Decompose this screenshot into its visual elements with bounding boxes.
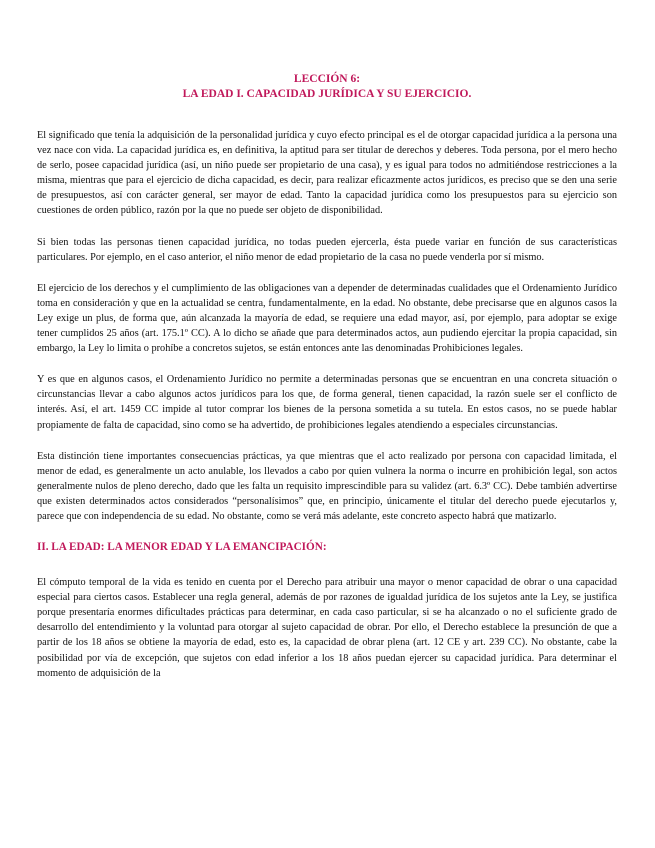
lesson-title — [37, 72, 617, 102]
paragraph: Y es que en algunos casos, el Ordenamiento Jurídico no permite a determinadas personas que se encuentran en una concreta situación o circunstancias llevar a cabo algunos actos jurídicos para los que, de forma general, tienen capacidad, la razón suele ser el conflicto de interés. Así, el art. 1459 CC impide al tutor comprar los bienes de la persona sometida a su tutela. En estos casos, no se puede hablar propiamente de falta de capacidad, sino como se ha advertido, de prohibiciones legales atendiendo a especiales circunstancias. — [37, 374, 617, 431]
section-heading: II. LA EDAD: LA MENOR EDAD Y LA EMANCIPACIÓN: — [37, 541, 327, 554]
lesson-number: LECCIÓN 6: — [293, 73, 361, 85]
lesson-subtitle: LA EDAD I. CAPACIDAD JURÍDICA Y SU EJERCICIO. — [182, 88, 472, 100]
paragraph: El significado que tenía la adquisición de la personalidad jurídica y cuyo efecto principal es el de otorgar capacidad jurídica a la persona una vez nace con vida. La capacidad jurídica es, en definitiva, la aptitud para ser titular de derechos y deberes. Toda persona, por el mero hecho de serlo, posee capacidad jurídica (así, un niño puede ser propietario de una casa), y es igual para todos no admitiéndose restricciones a la misma, mientras que para el ejercicio de dicha capacidad, es decir, para realizar eficazmente actos jurídicos, es preciso que se den una serie de presupuestos, así con carácter general, ser mayor de edad. Tanto la capacidad jurídica como los presupuestos para su ejercicio son cuestiones de orden público, razón por la que no puede ser objeto de disponibilidad. — [37, 130, 617, 217]
paragraph: Esta distinción tiene importantes consecuencias prácticas, ya que mientras que el acto realizado por persona con capacidad limitada, el menor de edad, es generalmente un acto anulable, los llevados a cabo por quien vulnera la norma o incurre en prohibición legal, son actos generalmente nulos de pleno derecho, dado que les falta un requisito imprescindible para su validez (art. 6.3º CC). Debe también advertirse que existen determinados actos considerados “personalísimos” que, en principio, únicamente el titular del derecho puede ejecutarlos y, parece que con independencia de su edad. No obstante, como se verá más adelante, este concreto aspecto habrá que matizarlo. — [37, 450, 617, 522]
paragraph: Si bien todas las personas tienen capacidad jurídica, no todas pueden ejercerla, ésta puede variar en función de sus características particulares. Por ejemplo, en el caso anterior, el niño menor de edad propietario de la casa no puede venderla por sí mismo. — [37, 236, 617, 263]
paragraph: El ejercicio de los derechos y el cumplimiento de las obligaciones van a depender de determinadas cualidades que el Ordenamiento Jurídico toma en consideración y que en la actualidad se centra, fundamentalmente, en la edad. No obstante, debe precisarse que en algunos casos la Ley exige un plus, de forma que, aún alcanzada la mayoría de edad, se requiere una edad mayor, así, por ejemplo, para adoptar se exige tener cumplidos 25 años (art. 175.1º CC). A lo dicho se añade que para determinados actos, aun pudiendo ejercitar la propia capacidad, sin embargo, la Ley lo limita o prohíbe a concretos sujetos, se están entonces ante las denominadas Prohibiciones legales. — [37, 282, 617, 355]
document-page — [37, 72, 617, 697]
paragraph: El cómputo temporal de la vida es tenido en cuenta por el Derecho para atribuir una mayor o menor capacidad de obrar o una capacidad especial para ciertos casos. Establecer una regla general, además de por razones de igualdad jurídica de los sujetos ante la Ley, se justifica porque presentaría enormes dificultades prácticas para determinar, en cada caso particular, si se ha alcanzado o no el suficiente grado de desarrollo del entendimiento y la voluntad para otorgar al sujeto capacidad de obrar. Por ello, el Derecho establece la presunción de que a partir de los 18 años se obtiene la mayoría de edad, esto es, la capacidad de obrar plena (art. 12 CE y art. 239 CC). No obstante, cabe la posibilidad por vía de excepción, que sujetos con edad inferior a los 18 años puedan ejercer su capacidad jurídica. Para determinar el momento de adquisición de la — [37, 577, 617, 679]
